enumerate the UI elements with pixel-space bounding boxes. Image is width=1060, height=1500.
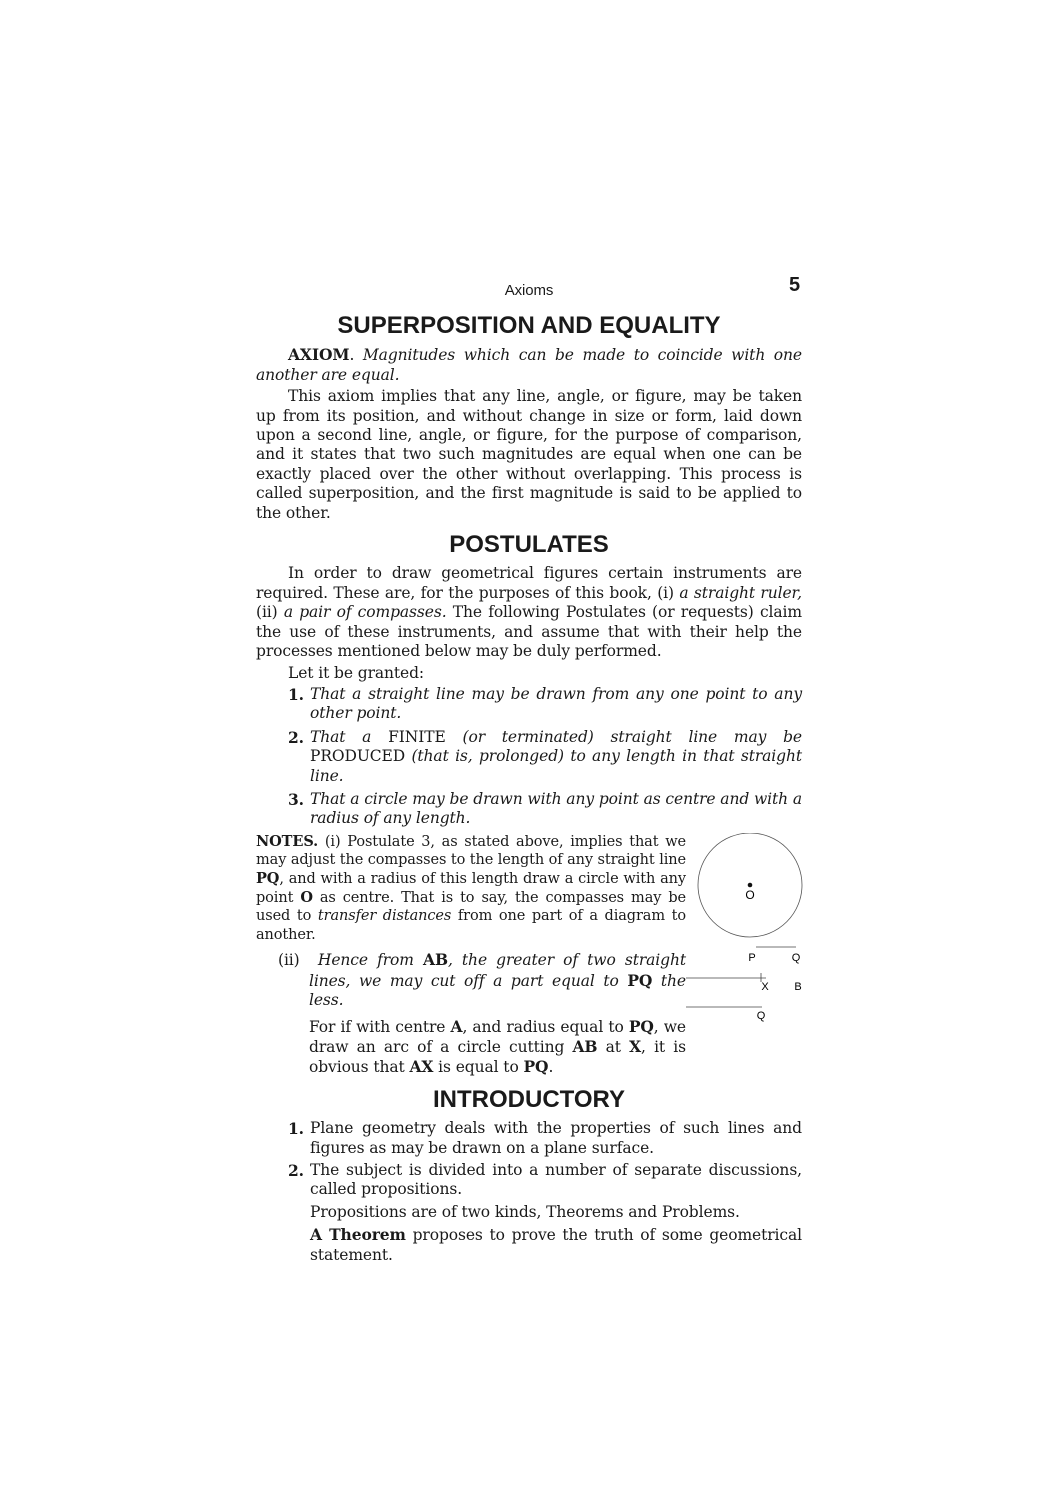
- intro-ruler: a straight ruler,: [679, 583, 802, 602]
- item-text-b: (or terminated) straight line may be: [445, 727, 802, 746]
- note-i-a: (i) Postulate 3, as stated above, implies that we may adjust the compasses to the length of any straight line: [256, 833, 686, 869]
- note-i-c: as centre. That is to say, the compasses may be used to: [256, 889, 687, 925]
- running-header: [256, 270, 802, 308]
- p2-ab: AB: [572, 1036, 598, 1056]
- page-number: 5: [788, 274, 800, 296]
- note-ii-pq: PQ: [627, 970, 653, 990]
- running-title: Axioms: [504, 282, 554, 299]
- intro-text-a: In order to draw geometrical figures certain instruments are required. These are, for the purposes of this book, (i): [256, 564, 802, 602]
- list-item: [256, 685, 802, 724]
- item-number: 3.: [288, 789, 304, 809]
- postulates-intro: [256, 564, 802, 661]
- introductory-list: [256, 1119, 802, 1200]
- p2-g: .: [548, 1058, 554, 1077]
- item-text: That a straight line may be drawn from any one point to any other point.: [310, 684, 802, 723]
- axiom-text: Magnitudes which can be made to coincide with one another are equal.: [256, 346, 802, 384]
- list-item: [256, 790, 802, 829]
- p2-pq: PQ: [628, 1016, 654, 1036]
- notes-label: NOTES.: [256, 832, 319, 850]
- axiom-statement: AXIOM. Magnitudes which can be made to coincide with one another are equal.: [256, 345, 802, 384]
- theorem-label: A Theorem: [310, 1225, 406, 1245]
- p2-c: , we draw an arc of a circle cutting: [309, 1017, 687, 1056]
- note-ii-b: , the greater of two straight lines, we may cut off a part equal to: [309, 951, 686, 990]
- list-item: [256, 728, 802, 786]
- list-item: [256, 1161, 802, 1200]
- circle-centre-dot: [748, 882, 753, 887]
- note-ii: [256, 950, 686, 1010]
- note-i-d: from one part of a diagram to another.: [256, 908, 686, 943]
- note-ii-explanation: [256, 1017, 686, 1078]
- p2-d: at: [597, 1037, 630, 1056]
- label-p-top: P: [748, 951, 756, 964]
- theorem-definition: [256, 1225, 802, 1265]
- list-item: [256, 1119, 802, 1158]
- postulates-list: [256, 685, 802, 829]
- note-ii-c: the less.: [309, 971, 686, 1010]
- p2-pq2: PQ: [523, 1057, 549, 1077]
- introductory-section: [256, 1119, 802, 1265]
- heading-postulates: POSTULATES: [449, 531, 609, 559]
- heading-introductory: INTRODUCTORY: [433, 1085, 625, 1113]
- label-q-bottom: Q: [756, 1009, 766, 1022]
- note-i: [256, 833, 686, 945]
- theorem-text: proposes to prove the truth of some geometrical statement.: [310, 1226, 802, 1264]
- notes-block: [256, 833, 802, 1078]
- heading-superposition: SUPERPOSITION AND EQUALITY: [337, 312, 721, 339]
- item-text: That a circle may be drawn with any point as centre and with a radius of any length.: [310, 789, 802, 828]
- note-ii-a: Hence from: [317, 951, 424, 970]
- note-ii-num: (ii): [278, 951, 300, 970]
- postulates-lead: Let it be granted:: [288, 663, 425, 682]
- superposition-paragraph: This axiom implies that any line, angle, or figure, may be taken up from its position, and without change in size or form, laid down upon a second line, angle, or figure, for the purpose of comparison, and it states that two such magnitudes are equal when one can be exactly placed over the other without overlapping. This process is called superposition, and the first magnitude is said to be applied to the other.: [256, 387, 802, 522]
- note-i-b: , and with a radius of this length draw a circle with any point: [256, 870, 686, 906]
- p2-e: , it is obvious that: [309, 1037, 686, 1077]
- intro-text-b: (ii): [256, 603, 284, 622]
- intro-compasses: a pair of compasses.: [283, 603, 447, 622]
- intro-text-c: The following Postulates (or requests) claim the use of these instruments, and assume that with their help the processes mentioned below may be duly performed.: [256, 603, 802, 661]
- item-finite: FINITE: [388, 727, 446, 746]
- axiom-label: AXIOM: [288, 345, 350, 365]
- p2-ax: AX: [409, 1057, 434, 1077]
- compass-figure: [686, 833, 811, 1043]
- p2-A: A: [450, 1016, 463, 1036]
- item-text: The subject is divided into a number of separate discussions, called propositions.: [310, 1160, 802, 1199]
- item-text-c: (that is, prolonged) to any length in that straight line.: [310, 747, 802, 785]
- item-text: Plane geometry deals with the properties of such lines and figures as may be drawn on a plane surface.: [310, 1119, 802, 1157]
- p2-x: X: [629, 1036, 642, 1056]
- note-i-transfer: transfer distances: [317, 908, 452, 925]
- label-q-top: Q: [791, 951, 801, 964]
- p2-f: is equal to: [433, 1058, 524, 1077]
- propositions-kinds: Propositions are of two kinds, Theorems and Problems.: [310, 1202, 740, 1221]
- note-i-o: O: [300, 888, 313, 906]
- notes-text: [256, 833, 686, 1078]
- item-number: 1.: [288, 1119, 304, 1139]
- item-text-a: That a: [310, 727, 389, 746]
- note-i-pq: PQ: [256, 869, 280, 887]
- item-number: 1.: [288, 684, 304, 704]
- book-page: [256, 270, 802, 1265]
- note-ii-ab: AB: [423, 950, 448, 970]
- item-produced: PRODUCED: [310, 747, 406, 766]
- item-number: 2.: [288, 1160, 304, 1180]
- p2-a: For if with centre: [309, 1017, 451, 1036]
- p2-b: , and radius equal to: [462, 1017, 629, 1036]
- label-x: X: [761, 980, 769, 993]
- circle-label-o: O: [745, 887, 755, 902]
- label-b: B: [794, 980, 802, 993]
- item-number: 2.: [288, 727, 304, 747]
